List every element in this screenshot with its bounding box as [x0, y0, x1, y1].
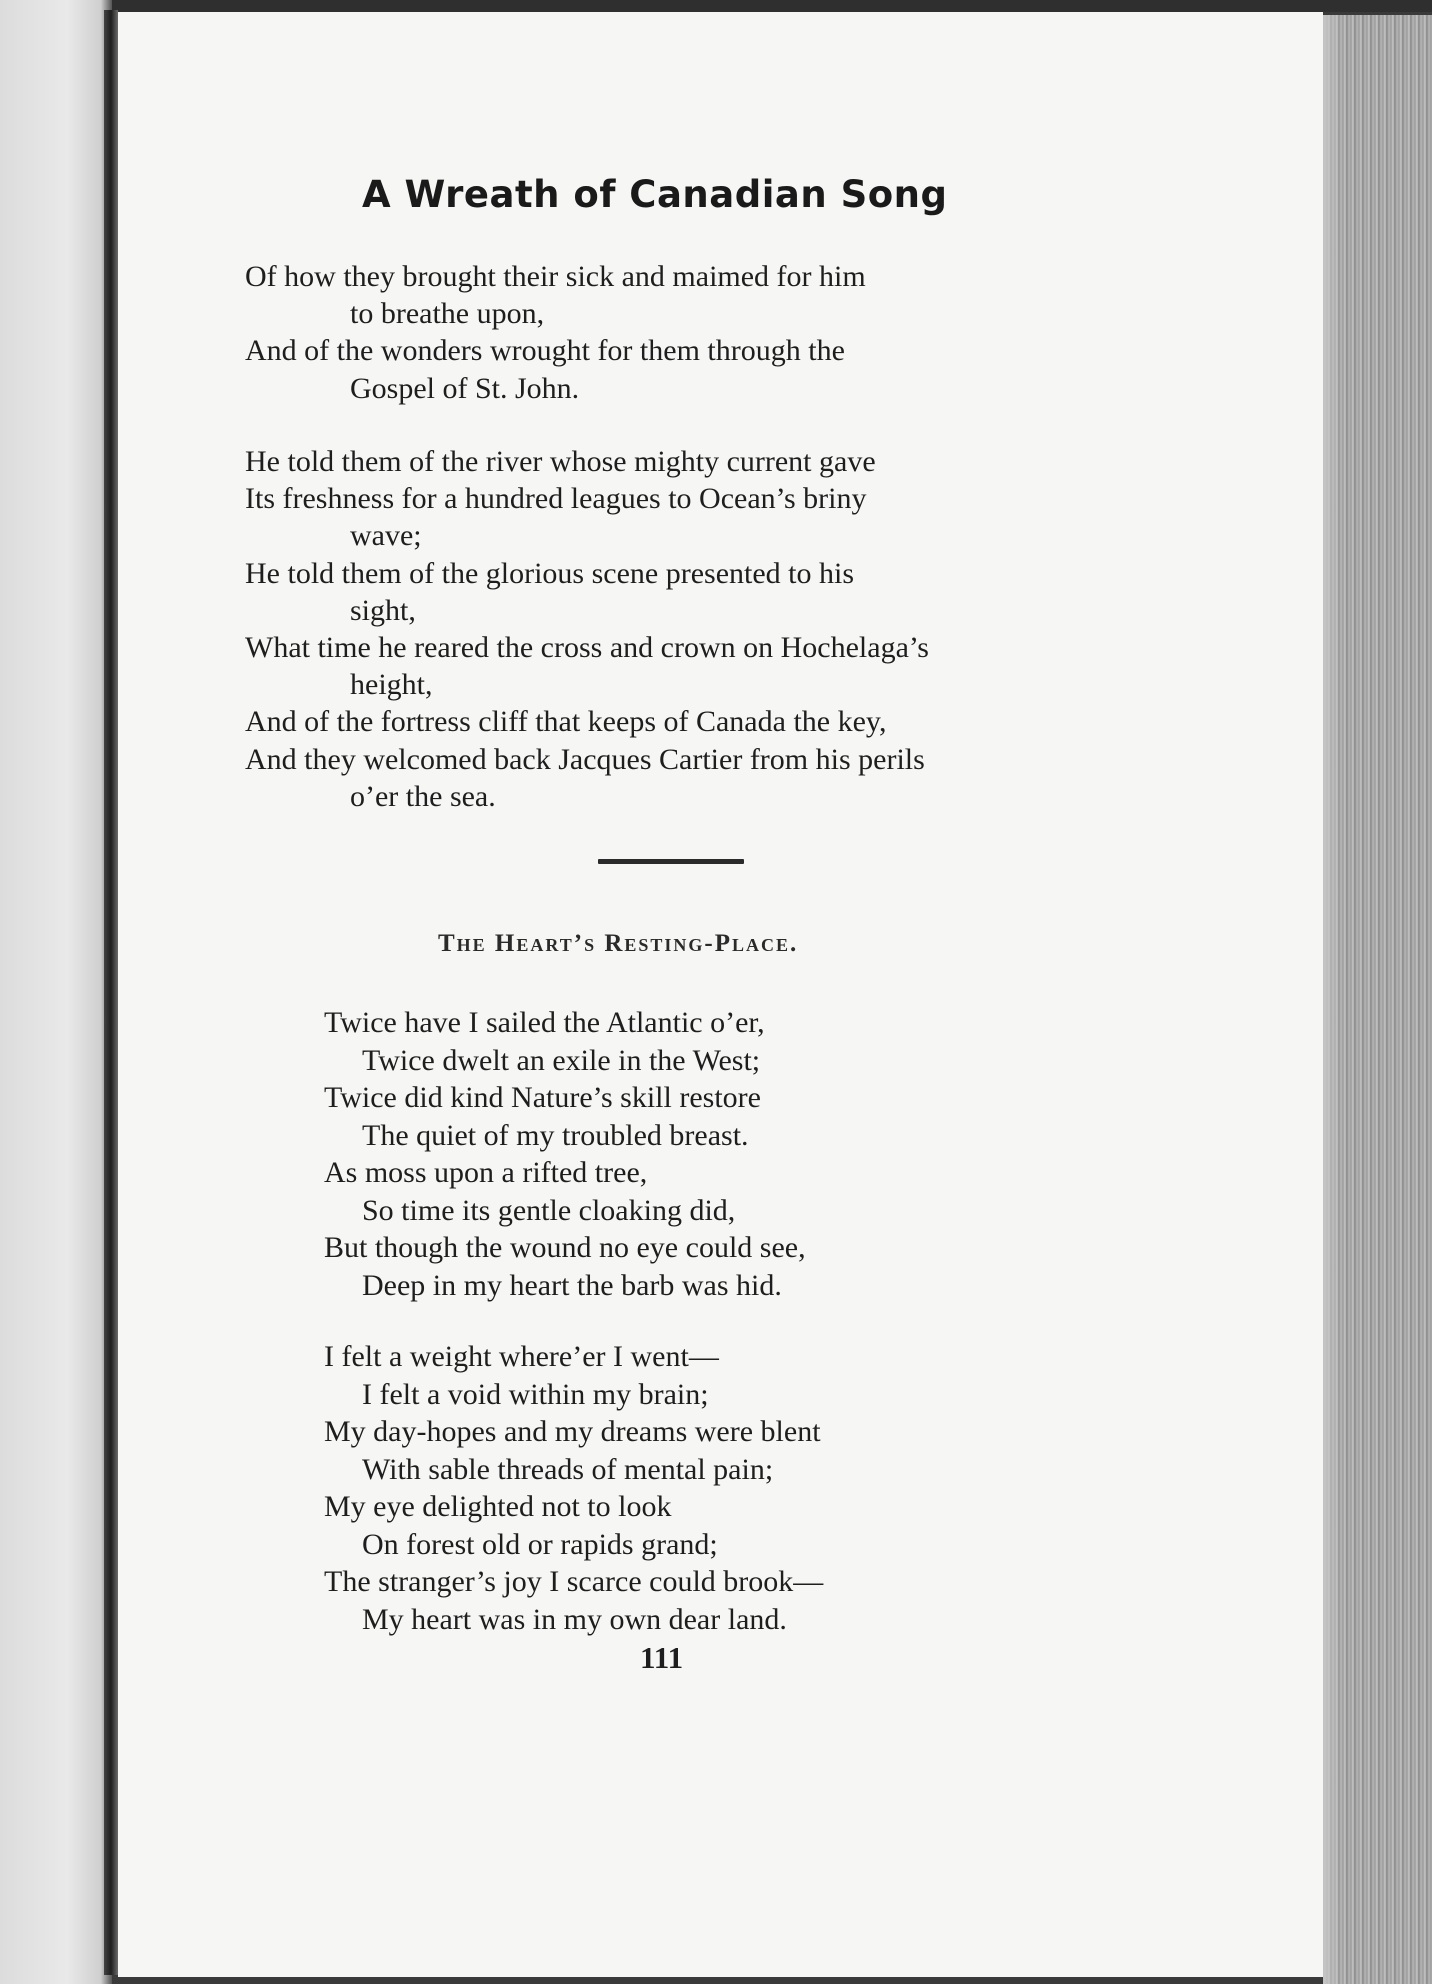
verse-line: The stranger’s joy I scarce could brook— [324, 1565, 824, 1598]
verse-line: So time its gentle cloaking did, [362, 1193, 736, 1227]
poem-stanza-1 [324, 1004, 806, 1304]
verse-line: Its freshness for a hundred leagues to Ocean’s briny [245, 482, 867, 516]
page-edge-shadow [1323, 15, 1343, 1984]
verse-line: The quiet of my troubled breast. [362, 1118, 749, 1152]
running-head: A Wreath of Canadian Song [362, 173, 948, 216]
page-number: 111 [640, 1640, 684, 1675]
verse-line: I felt a void within my brain; [362, 1377, 709, 1411]
poem-stanza-2 [324, 1338, 823, 1638]
verse-line: height, [350, 668, 433, 702]
section-divider-rule [598, 859, 744, 864]
verse-line: I felt a weight where’er I went— [324, 1340, 719, 1373]
verse-line: As moss upon a rifted tree, [324, 1156, 648, 1189]
verse-line: to breathe upon, [350, 297, 545, 331]
verse-line: Deep in my heart the barb was hid. [362, 1268, 782, 1302]
poem-title: The Heart’s Resting-Place. [438, 930, 799, 957]
verse-line: o’er the sea. [350, 779, 496, 813]
verse-line: sight, [350, 593, 416, 627]
verse-line: wave; [350, 519, 422, 553]
verse-line: What time he reared the cross and crown on Hochelaga’s [245, 631, 929, 665]
verse-line: My eye delighted not to look [324, 1490, 672, 1523]
verse-line: And of the wonders wrought for them through the [245, 334, 845, 368]
verse-line: And of the fortress cliff that keeps of Canada the key, [245, 705, 887, 739]
facing-page-edge [0, 0, 112, 1984]
verse-line: Of how they brought their sick and maimed for him [245, 260, 866, 293]
verse-line: He told them of the river whose mighty current gave [245, 445, 876, 478]
book-gutter [104, 10, 118, 1975]
verse-line: And they welcomed back Jacques Cartier from his perils [245, 742, 925, 776]
verse-line: My day-hopes and my dreams were blent [324, 1415, 821, 1448]
verse-line: Twice have I sailed the Atlantic o’er, [324, 1006, 765, 1039]
verse-line: With sable threads of mental pain; [362, 1452, 774, 1486]
verse-line: But though the wound no eye could see, [324, 1231, 806, 1264]
stanza-continued [245, 258, 866, 407]
verse-line: My heart was in my own dear land. [362, 1602, 787, 1636]
verse-line: Gospel of St. John. [350, 371, 580, 405]
verse-line: Twice did kind Nature’s skill restore [324, 1081, 761, 1114]
verse-line: On forest old or rapids grand; [362, 1527, 718, 1561]
verse-line: He told them of the glorious scene presented to his [245, 556, 855, 590]
verse-line: Twice dwelt an exile in the West; [362, 1043, 761, 1077]
scan-top-border [0, 0, 1432, 12]
stanza-river [245, 443, 929, 815]
